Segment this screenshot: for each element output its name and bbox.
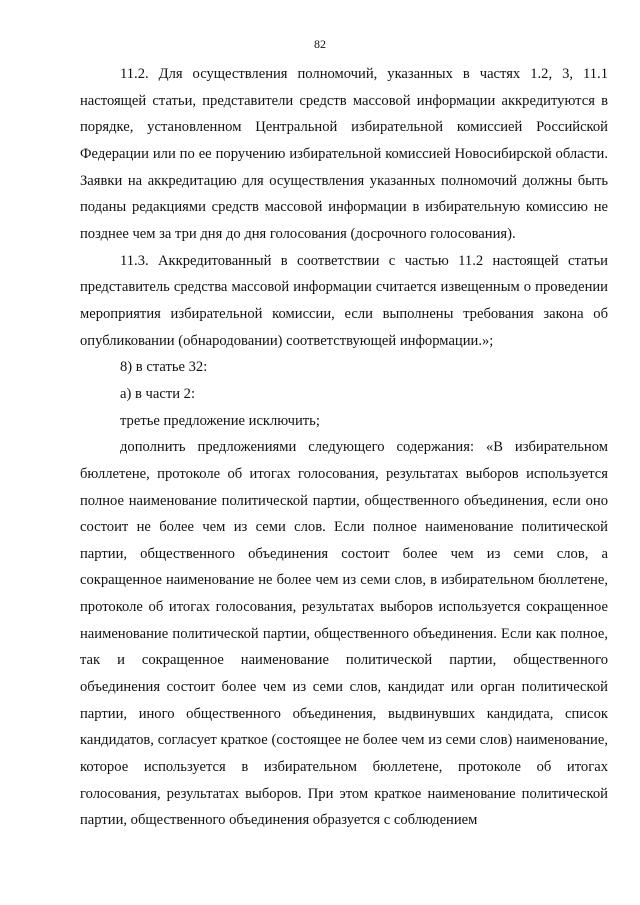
paragraph-11-2: 11.2. Для осуществления полномочий, указанных в частях 1.2, 3, 11.1 настоящей статьи, представители средств массовой информации аккредитуются в порядке, установленном Центральной избирательной комиссией Российской Федерации или по ее поручению избирательной комиссией Новосибирской области. Заявки на аккредитацию для осуществления указанных полномочий должны быть поданы редакциями средств массовой информации в избирательную комиссию не позднее чем за три дня до дня голосования (досрочного голосования). [80, 66, 608, 242]
paragraph-item-8: 8) в статье 32: [120, 359, 208, 376]
document-body [80, 61, 608, 834]
page-number: 82 [314, 37, 326, 51]
paragraph-11-3: 11.3. Аккредитованный в соответствии с частью 11.2 настоящей статьи представитель средства массовой информации считается извещенным о проведении мероприятия избирательной комиссии, если выполнены требования закона об опубликовании (обнародовании) соответствующей информации.»; [80, 252, 608, 349]
paragraph-third-sentence: третье предложение исключить; [120, 412, 320, 429]
paragraph-subitem-a: а) в части 2: [120, 385, 196, 402]
paragraph-supplement: дополнить предложениями следующего содержания: «В избирательном бюллетене, протоколе об итогах голосования, результатах выборов используется полное наименование политической партии, общественного объединения, если оно состоит не более чем из семи слов. Если полное наименование политической партии, общественного объединения состоит более чем из семи слов, а сокращенное наименование не более чем из семи слов, в избирательном бюллетене, протоколе об итогах голосования, результатах выборов используется сокращенное наименование политической партии, общественного объединения. Если как полное, так и сокращенное наименование политической партии, общественного объединения состоит более чем из семи слов, кандидат или орган политической партии, иного общественного объединения, выдвинувших кандидата, список кандидатов, согласует краткое (состоящее не более чем из семи слов) наименование, которое используется в избирательном бюллетене, протоколе об итогах голосования, результатах выборов. При этом краткое наименование политической партии, общественного объединения образуется с соблюдением [80, 439, 608, 829]
